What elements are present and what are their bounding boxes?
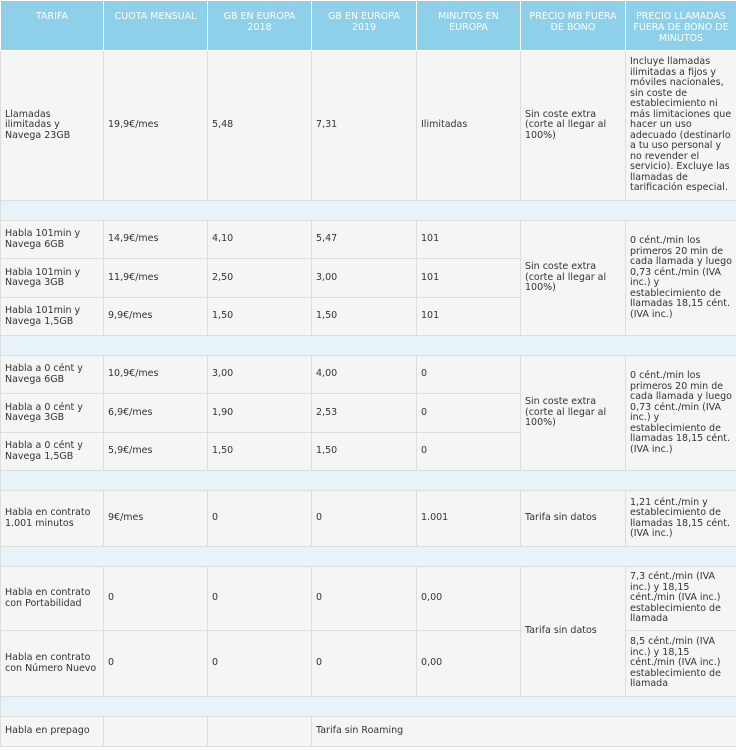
table-row xyxy=(1,356,736,394)
cell-minutos: 0,00 xyxy=(417,631,521,697)
cell-tarifa: Habla 101min y Navega 6GB xyxy=(1,221,104,259)
header-gb-2018: GB EN EUROPA 2018 xyxy=(208,1,312,51)
table-row xyxy=(1,567,736,631)
cell-minutos: 101 xyxy=(417,259,521,298)
table-row xyxy=(1,631,736,697)
cell-minutos: 0 xyxy=(417,356,521,394)
spacer-row xyxy=(1,201,736,221)
table-row xyxy=(1,491,736,547)
spacer-row xyxy=(1,471,736,491)
cell-cuota: 10,9€/mes xyxy=(104,356,208,394)
cell-cuota: 19,9€/mes xyxy=(104,51,208,201)
cell-precio-llamadas: 0 cént./min los primeros 20 min de cada llamada y luego 0,73 cént./min (IVA inc.) y establecimiento de llamadas 18,15 cént. (IVA inc.) xyxy=(626,221,736,336)
cell-precio-llamadas: Incluye llamadas ilimitadas a fijos y móviles nacionales, sin coste de establecimiento ni más limitaciones que hacer un uso adecuado (destinarlo a tu uso personal y no revender el servicio). Excluye las llamadas de tarificación especial. xyxy=(626,51,736,201)
cell-gb-2018: 1,50 xyxy=(208,433,312,471)
cell-minutos: 1.001 xyxy=(417,491,521,547)
table-row xyxy=(1,717,736,747)
group-spacer xyxy=(1,201,736,221)
cell-gb-2019: 4,00 xyxy=(312,356,417,394)
cell-minutos: 0,00 xyxy=(417,567,521,631)
cell-tarifa: Habla a 0 cént y Navega 1,5GB xyxy=(1,433,104,471)
cell-minutos: 0 xyxy=(417,433,521,471)
cell-tarifa: Habla 101min y Navega 3GB xyxy=(1,259,104,298)
spacer-row xyxy=(1,336,736,356)
cell-minutos: 101 xyxy=(417,221,521,259)
cell-precio-mb: Sin coste extra (corte al llegar al 100%) xyxy=(521,51,626,201)
header-precio-llamadas: PRECIO LLAMADAS FUERA DE BONO DE MINUTOS xyxy=(626,1,736,51)
cell-precio-llamadas: 7,3 cént./min (IVA inc.) y 18,15 cént./min (IVA inc.) establecimiento de llamada xyxy=(626,567,736,631)
cell-tarifa: Habla en contrato 1.001 minutos xyxy=(1,491,104,547)
cell-cuota: 9€/mes xyxy=(104,491,208,547)
cell-precio-llamadas: 8,5 cént./min (IVA inc.) y 18,15 cént./min (IVA inc.) establecimiento de llamada xyxy=(626,631,736,697)
cell-precio-mb: Sin coste extra (corte al llegar al 100%) xyxy=(521,221,626,336)
cell-precio-llamadas: 1,21 cént./min y establecimiento de llamadas 18,15 cént. (IVA inc.) xyxy=(626,491,736,547)
header-precio-mb: PRECIO MB FUERA DE BONO xyxy=(521,1,626,51)
cell-minutos: Ilimitadas xyxy=(417,51,521,201)
header-minutos: MINUTOS EN EUROPA xyxy=(417,1,521,51)
group-spacer xyxy=(1,471,736,491)
cell-tarifa: Habla a 0 cént y Navega 6GB xyxy=(1,356,104,394)
cell-minutos: 101 xyxy=(417,298,521,336)
cell-gb-2018: 0 xyxy=(208,491,312,547)
header-cuota: CUOTA MENSUAL xyxy=(104,1,208,51)
table-row xyxy=(1,221,736,259)
cell-gb-2018: 4,10 xyxy=(208,221,312,259)
cell-cuota: 0 xyxy=(104,567,208,631)
cell-gb-2019: 1,50 xyxy=(312,298,417,336)
cell-gb-2019: 0 xyxy=(312,567,417,631)
group-spacer xyxy=(1,697,736,717)
cell-cuota: 0 xyxy=(104,631,208,697)
cell-cuota: 5,9€/mes xyxy=(104,433,208,471)
cell-cuota: 9,9€/mes xyxy=(104,298,208,336)
cell-precio-mb: Tarifa sin datos xyxy=(521,491,626,547)
cell-tarifa: Llamadas ilimitadas y Navega 23GB xyxy=(1,51,104,201)
cell-cuota xyxy=(104,717,208,747)
cell-note: Tarifa sin Roaming xyxy=(312,717,736,747)
header-row xyxy=(1,1,736,51)
cell-minutos: 0 xyxy=(417,394,521,433)
header-tarifa: TARIFA xyxy=(1,1,104,51)
cell-gb-2019: 2,53 xyxy=(312,394,417,433)
cell-tarifa: Habla a 0 cént y Navega 3GB xyxy=(1,394,104,433)
cell-gb-2018 xyxy=(208,717,312,747)
cell-gb-2019: 5,47 xyxy=(312,221,417,259)
cell-gb-2019: 0 xyxy=(312,491,417,547)
cell-tarifa: Habla en prepago xyxy=(1,717,104,747)
spacer-row xyxy=(1,547,736,567)
cell-tarifa: Habla en contrato con Número Nuevo xyxy=(1,631,104,697)
cell-gb-2019: 1,50 xyxy=(312,433,417,471)
cell-gb-2018: 3,00 xyxy=(208,356,312,394)
cell-precio-mb: Sin coste extra (corte al llegar al 100%) xyxy=(521,356,626,471)
cell-gb-2019: 0 xyxy=(312,631,417,697)
header-gb-2019: GB EN EUROPA 2019 xyxy=(312,1,417,51)
cell-precio-mb: Tarifa sin datos xyxy=(521,567,626,697)
cell-gb-2018: 0 xyxy=(208,631,312,697)
cell-cuota: 11,9€/mes xyxy=(104,259,208,298)
spacer-row xyxy=(1,697,736,717)
cell-precio-llamadas: 0 cént./min los primeros 20 min de cada llamada y luego 0,73 cént./min (IVA inc.) y establecimiento de llamadas 18,15 cént. (IVA inc.) xyxy=(626,356,736,471)
cell-gb-2018: 2,50 xyxy=(208,259,312,298)
cell-gb-2018: 1,90 xyxy=(208,394,312,433)
cell-gb-2019: 7,31 xyxy=(312,51,417,201)
table-row xyxy=(1,51,736,201)
cell-cuota: 14,9€/mes xyxy=(104,221,208,259)
cell-gb-2019: 3,00 xyxy=(312,259,417,298)
cell-tarifa: Habla en contrato con Portabilidad xyxy=(1,567,104,631)
group-spacer xyxy=(1,547,736,567)
cell-tarifa: Habla 101min y Navega 1,5GB xyxy=(1,298,104,336)
group-spacer xyxy=(1,336,736,356)
cell-gb-2018: 5,48 xyxy=(208,51,312,201)
cell-gb-2018: 1,50 xyxy=(208,298,312,336)
cell-cuota: 6,9€/mes xyxy=(104,394,208,433)
cell-gb-2018: 0 xyxy=(208,567,312,631)
